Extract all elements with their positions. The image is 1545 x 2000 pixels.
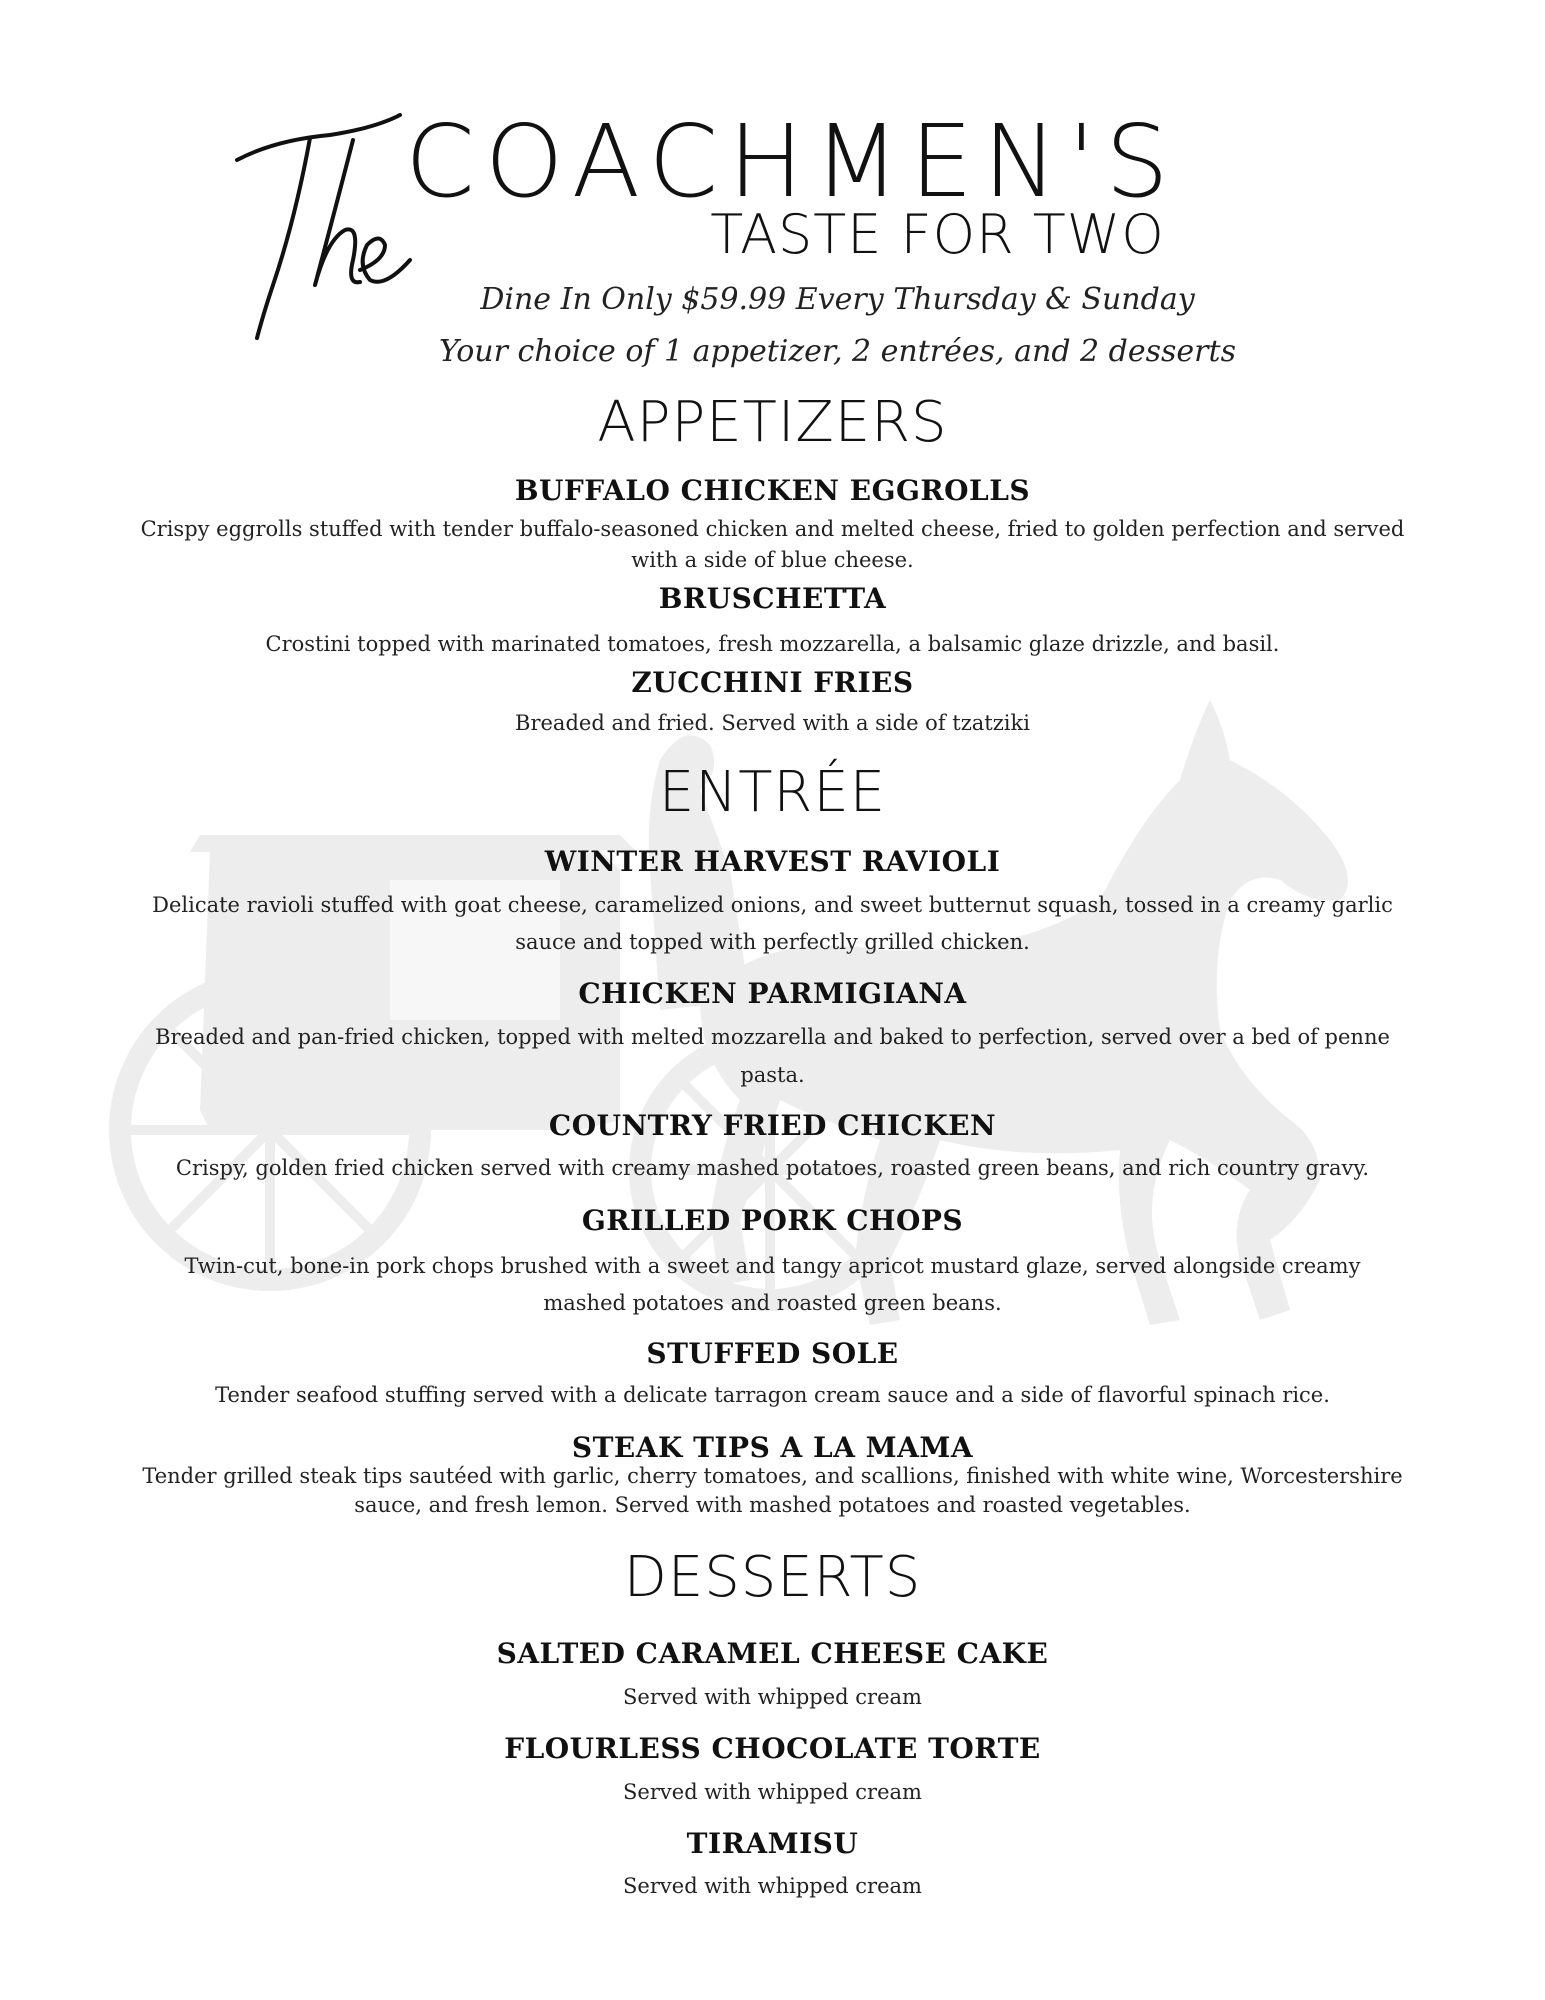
menu-item-name: GRILLED PORK CHOPS [581, 1204, 964, 1237]
menu-item-description: Served with whipped cream [623, 1685, 922, 1709]
desserts-heading: DESSERTS [623, 1545, 922, 1610]
menu-item-description: Twin-cut, bone-in pork chops brushed with a sweet and tangy apricot mustard glaze, served alongside creamy mashed potatoes and roasted green beans. [184, 1254, 1361, 1315]
menu-item-description: Crispy eggrolls stuffed with tender buffalo-seasoned chicken and melted cheese, fried to golden perfection and served with a side of blue cheese. [140, 517, 1405, 572]
menu-item-name: STEAK TIPS A LA MAMA [571, 1431, 974, 1464]
menu-item-description: Breaded and pan-fried chicken, topped with melted mozzarella and baked to perfection, served over a bed of penne pasta. [155, 1025, 1390, 1087]
menu-item-name: BRUSCHETTA [658, 582, 887, 615]
menu-item-description: Breaded and fried. Served with a side of tzatziki [515, 711, 1030, 735]
menu-item-description: Crispy, golden fried chicken served with creamy mashed potatoes, roasted green beans, and rich country gravy. [175, 1156, 1370, 1180]
menu-item-description: Tender seafood stuffing served with a delicate tarragon cream sauce and a side of flavorful spinach rice. [215, 1383, 1330, 1407]
menu-item-name: FLOURLESS CHOCOLATE TORTE [504, 1732, 1041, 1765]
entree-heading: ENTRÉE [658, 760, 887, 825]
menu-item-name: WINTER HARVEST RAVIOLI [544, 845, 1001, 878]
menu-item-name: STUFFED SOLE [646, 1337, 899, 1370]
menu-item-name: COUNTRY FRIED CHICKEN [548, 1109, 997, 1142]
appetizers-heading: APPETIZERS [597, 390, 948, 455]
menu-item-name: ZUCCHINI FRIES [631, 666, 914, 699]
menu-item-description: Tender grilled steak tips sautéed with garlic, cherry tomatoes, and scallions, finished with white wine, Worcestershire sauce, and fresh lemon. Served with mashed potatoes and roasted vegetables. [142, 1464, 1403, 1517]
menu-item-description: Served with whipped cream [623, 1780, 922, 1804]
tagline-price: Dine In Only $59.99 Every Thursday & Sunday [480, 282, 1195, 317]
menu-item-description: Served with whipped cream [623, 1874, 922, 1898]
brand-name: COACHMEN'S [405, 103, 1179, 220]
menu-item-description: Delicate ravioli stuffed with goat cheese, caramelized onions, and sweet butternut squash, tossed in a creamy garlic sauce and topped with perfectly grilled chicken. [152, 893, 1393, 954]
tagline-choice: Your choice of 1 appetizer, 2 entrées, and 2 desserts [439, 334, 1236, 369]
menu-item-name: TIRAMISU [686, 1827, 859, 1860]
menu-item-name: CHICKEN PARMIGIANA [578, 977, 967, 1010]
menu-subtitle: TASTE FOR TWO [710, 203, 1165, 266]
menu-header [0, 50, 1545, 380]
menu-item-name: BUFFALO CHICKEN EGGROLLS [514, 474, 1031, 507]
menu-item-name: SALTED CARAMEL CHEESE CAKE [496, 1637, 1049, 1670]
menu-item-description: Crostini topped with marinated tomatoes, fresh mozzarella, a balsamic glaze drizzle, and basil. [265, 632, 1280, 656]
